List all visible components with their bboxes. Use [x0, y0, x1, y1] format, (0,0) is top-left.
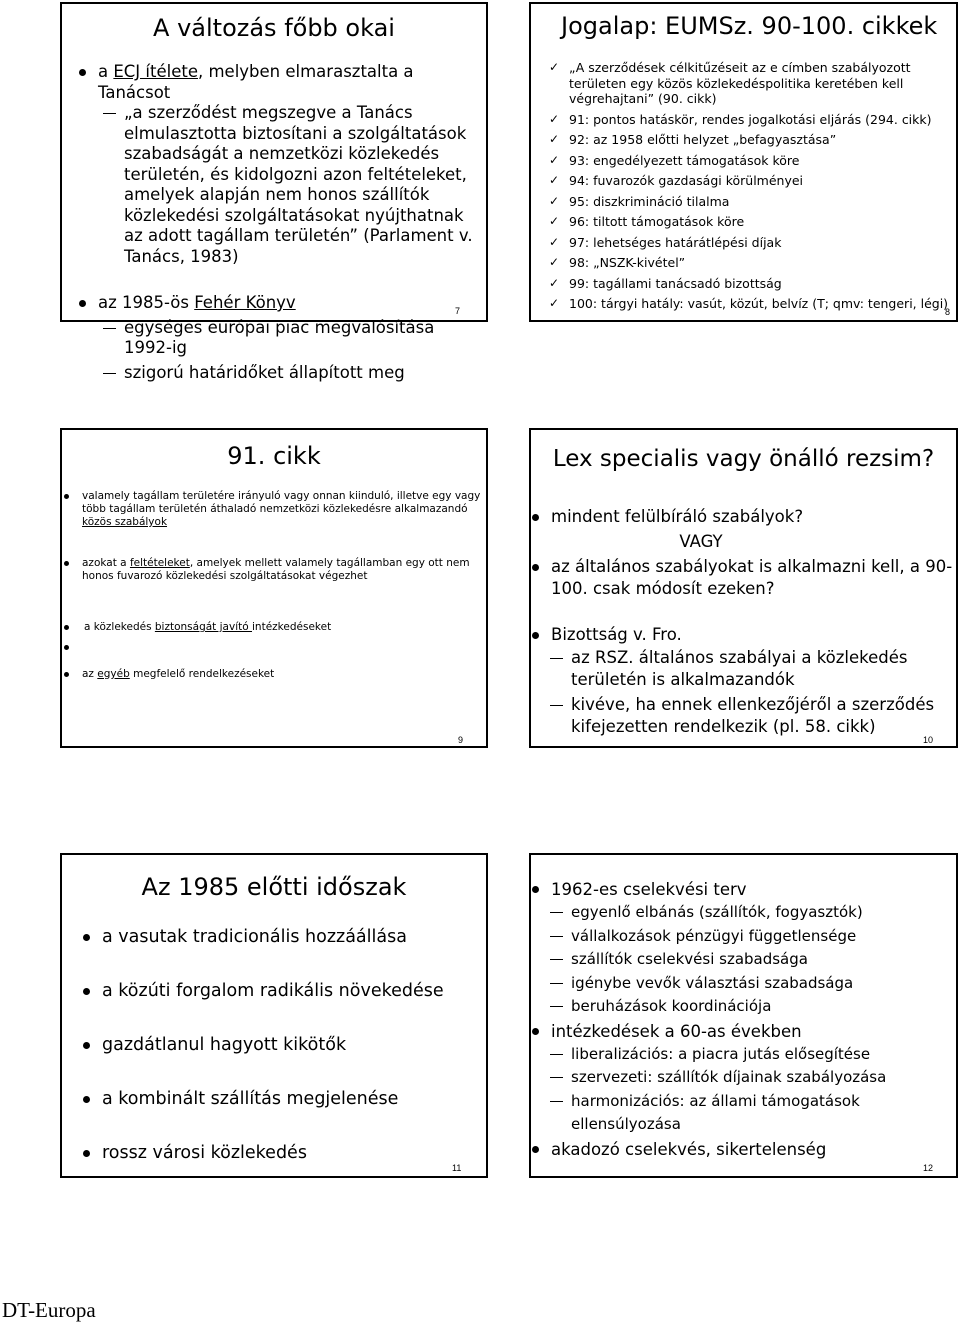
white-paper-link[interactable]: Fehér Könyv [194, 293, 296, 312]
bullet-general-rules: az általános szabályokat is alkalmazni kell, a 90-100. csak módosít ezeken? [551, 556, 956, 600]
article-item: ✓ 99: tagállami tanácsadó bizottság [549, 276, 957, 292]
article-item: ✓ 96: tiltott támogatások köre [549, 214, 957, 230]
slide-title: Az 1985 előtti időszak [141, 873, 407, 901]
sub-item: igénybe vevők választási szabadsága [571, 972, 956, 996]
other-link[interactable]: egyéb [97, 668, 130, 680]
sub-rsz: az RSZ. általános szabályai a közlekedés területén is alkalmazandók [571, 647, 956, 691]
slide-12 [529, 853, 958, 1178]
sub-item: szervezeti: szállítók díjainak szabályozása [571, 1066, 956, 1090]
slide-title: A változás főbb okai [153, 14, 395, 42]
bullet-stalling: akadozó cselekvés, sikertelenség [551, 1138, 956, 1161]
slide-bullets [102, 925, 482, 1165]
bullet-case: Bizottság v. Fro. [551, 624, 956, 646]
list-item: gazdátlanul hagyott kikötők [102, 1033, 482, 1057]
bullet-other: az egyéb megfelelő rendelkezéseket [82, 668, 482, 681]
slide-bullets [551, 506, 956, 737]
bullet-override: mindent felülbíráló szabályok? [551, 506, 956, 528]
article-item: ✓ 94: fuvarozók gazdasági körülményei [549, 173, 957, 189]
slide-title: Lex specialis vagy önálló rezsim? [552, 446, 935, 472]
sub-exception: kivéve, ha ennek ellenkezőjéről a szerződés kifejezetten rendelkezik (pl. 58. cikk) [571, 694, 956, 738]
page-number: 8 [945, 307, 951, 317]
list-item: a közúti forgalom radikális növekedése [102, 979, 482, 1003]
or-label: VAGY [679, 532, 723, 551]
slide-7 [60, 2, 488, 382]
safety-link[interactable]: biztonságát javító [154, 621, 253, 633]
slide-8 [529, 2, 958, 322]
article-item: ✓ „A szerződések célkitűzéseit az e címben szabályozott területen egy közös közlekedéspolitika keretében kell végrehajtani” (90. cikk) [549, 60, 957, 107]
ecj-link[interactable]: ECJ ítélete [113, 62, 198, 81]
list-item: a kombinált szállítás megjelenése [102, 1087, 482, 1111]
article-item: ✓ 92: az 1958 előtti helyzet „befagyasztása” [549, 132, 957, 148]
sub-market: egységes európai piac megvalósítása 1992-ig [124, 318, 479, 359]
slide-bullets [551, 878, 956, 1161]
slide-bullets [82, 490, 482, 681]
article-item: ✓ 95: diszkrimináció tilalma [549, 194, 957, 210]
sub-quote: „a szerződést megszegve a Tanács elmulasztotta biztosítani a szolgáltatások szabadságát a nemzetközi közlekedés területén, és kidolgozni azon feltételeket, amelyek alapján nem honos szállítók közlekedési szolgáltatásokat nyújthatnak az adott tagállam területén” (Parlament v. Tanács, 1983) [124, 103, 479, 267]
page-number: 10 [923, 735, 934, 745]
slide-title: Jogalap: EUMSz. 90-100. cikkek [561, 12, 938, 40]
article-item: ✓ 91: pontos hatáskör, rendes jogalkotási eljárás (294. cikk) [549, 112, 957, 128]
bullet-safety: a közlekedés biztonságát javító intézkedéseket [82, 621, 482, 634]
article-item: ✓ 98: „NSZK-kivétel” [549, 255, 957, 271]
article-item: ✓ 97: lehetséges határátlépési díjak [549, 235, 957, 251]
slide-11 [60, 853, 488, 1178]
bullet-measures: intézkedések a 60-as években [551, 1020, 956, 1043]
page-number: 11 [452, 1163, 462, 1173]
sub-item: liberalizációs: a piacra jutás elősegítése [571, 1043, 956, 1067]
bullet-conditions: azokat a feltételeket, amelyek mellett valamely tagállamban egy ott nem honos fuvarozó közlekedési szolgáltatásokat végezhet [82, 557, 482, 583]
bullet-empty [82, 641, 482, 654]
page-number: 12 [923, 1163, 934, 1173]
slide-9 [60, 428, 488, 748]
bullet-white-paper: az 1985-ös Fehér Könyv [98, 293, 483, 314]
bullet-action-plan: 1962-es cselekvési terv [551, 878, 956, 901]
common-rules-link[interactable]: közös szabályok [82, 516, 168, 528]
slide-bullets [98, 62, 483, 382]
sub-item: harmonizációs: az állami támogatások ellensúlyozása [571, 1090, 956, 1137]
sub-item: szállítók cselekvési szabadsága [571, 948, 956, 972]
list-item: rossz városi közlekedés [102, 1141, 482, 1165]
slide-title: 91. cikk [227, 442, 321, 470]
article-list [549, 60, 957, 317]
footer-brand: DT-Europa [2, 1298, 96, 1322]
article-item: ✓ 100: tárgyi hatály: vasút, közút, belvíz (T; qmv: tengeri, légi) [549, 296, 957, 312]
sub-item: vállalkozások pénzügyi függetlensége [571, 925, 956, 949]
conditions-link[interactable]: feltételeket [129, 557, 190, 569]
page-number: 9 [458, 735, 464, 745]
sub-item: beruházások koordinációja [571, 995, 956, 1019]
page-number: 7 [455, 306, 461, 316]
list-item: a vasutak tradicionális hozzáállása [102, 925, 482, 949]
bullet-ecj: a ECJ ítélete, melyben elmarasztalta a Tanácsot [98, 62, 483, 103]
slide-10 [529, 428, 958, 748]
bullet-common-rules: valamely tagállam területére irányuló vagy onnan kiinduló, illetve egy vagy több tagállam területén áthaladó nemzetközi közlekedésre alkalmazandó közös szabályok [82, 490, 481, 528]
sub-deadlines: szigorú határidőket állapított meg [124, 363, 479, 384]
sub-item: egyenlő elbánás (szállítók, fogyasztók) [571, 901, 956, 925]
article-item: ✓ 93: engedélyezett támogatások köre [549, 153, 957, 169]
